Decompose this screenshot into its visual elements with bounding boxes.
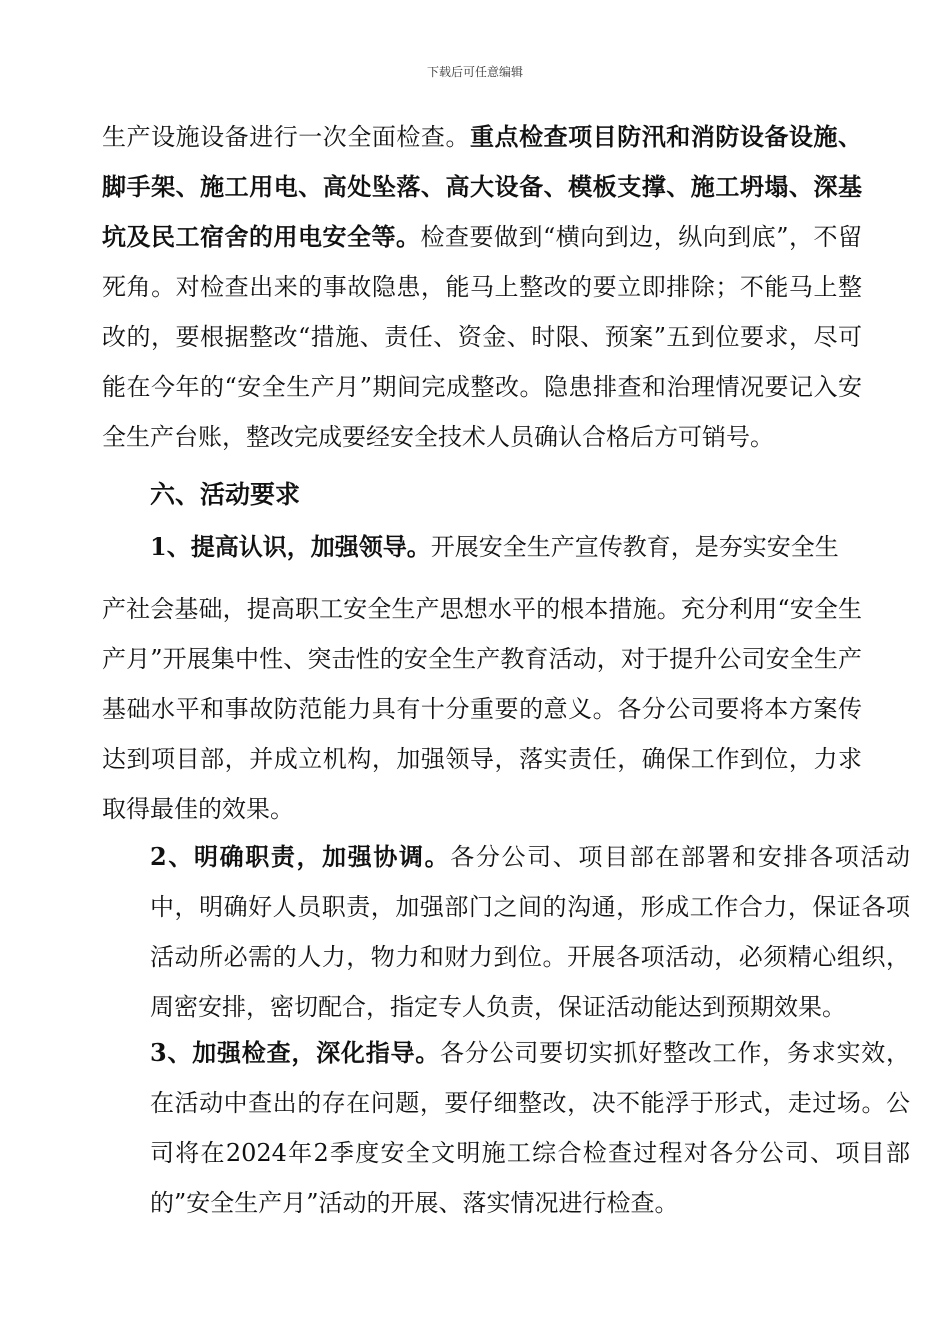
requirement-2-heading: 2、明确职责，加强协调。	[150, 842, 451, 871]
requirement-1-body: 产社会基础，提高职工安全生产思想水平的根本措施。充分利用“安全生产月”开展集中性、突击性的安全生产教育活动，对于提升公司安全生产基础水平和事故防范能力具有十分重要的意义。各分公司要将本方案传达到项目部，并成立机构，加强领导，落实责任，确保工作到位，力求取得最佳的效果。	[102, 595, 862, 823]
paragraph-inspection-lead: 生产设施设备进行一次全面检查。	[102, 123, 470, 151]
requirement-2-body: 各分公司、项目部在部署和安排各项活动中，明确好人员职责，加强部门之间的沟通，形成工作合力，保证各项活动所必需的人力，物力和财力到位。开展各项活动，必须精心组织，周密安排，密切配合，指定专人负责，保证活动能达到预期效果。	[150, 843, 911, 1021]
paragraph-inspection	[102, 112, 862, 462]
requirement-1-first-line	[102, 522, 910, 572]
requirement-1-line1: 开展安全生产宣传教育，是夯实安全生	[430, 533, 839, 561]
page-header-note: 下载后可任意编辑	[426, 65, 523, 79]
requirement-1-heading: 1、提高认识，加强领导。	[150, 532, 431, 561]
requirement-3	[102, 1028, 910, 1228]
section-heading-activity-requirements: 六、活动要求	[150, 480, 301, 509]
paragraph-inspection-rest: 检查要做到“横向到边，纵向到底”，不留死角。对检查出来的事故隐患，能马上整改的要立即排除；不能马上整改的，要根据整改“措施、责任、资金、时限、预案”五到位要求，尽可能在今年的“安全生产月”期间完成整改。隐患排查和治理情况要记入安全生产台账，整改完成要经安全技术人员确认合格后方可销号。	[102, 223, 862, 451]
requirement-3-body: 各分公司要切实抓好整改工作，务求实效，在活动中查出的存在问题，要仔细整改，决不能浮于形式，走过场。公司将在2024年2季度安全文明施工综合检查过程对各分公司、项目部的”安全生产月”活动的开展、落实情况进行检查。	[150, 1039, 911, 1217]
requirement-2	[102, 832, 910, 1032]
paragraph-inspection-bold: 重点检查项目防汛和消防设备设施、脚手架、施工用电、高处坠落、高大设备、模板支撑、施工坍塌、深基坑及民工宿舍的用电安全等。	[102, 122, 862, 251]
requirement-3-heading: 3、加强检查，深化指导。	[150, 1038, 441, 1067]
